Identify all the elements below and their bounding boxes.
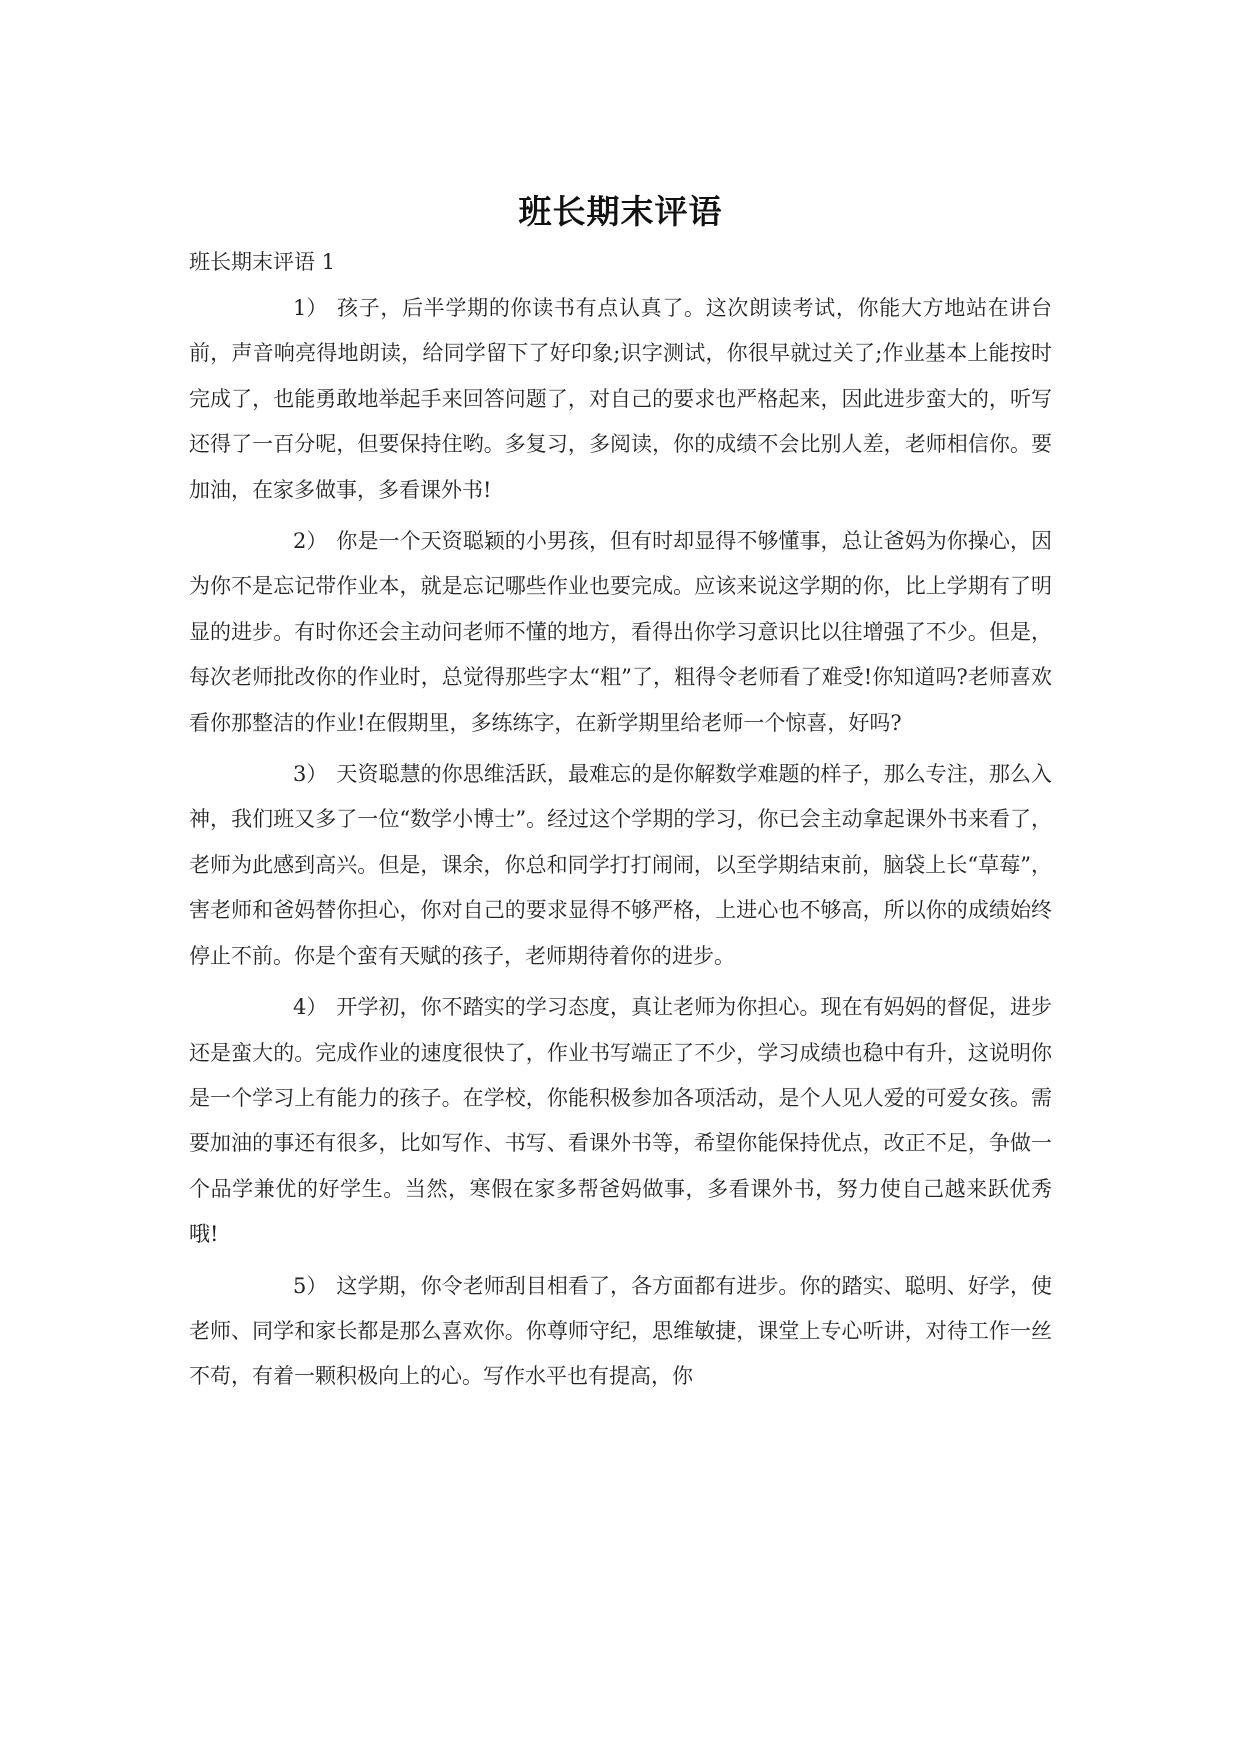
comment-paragraph-5 [189,1264,1052,1400]
paragraph-number: 1） [293,296,328,320]
comment-paragraph-3 [189,752,1052,979]
paragraph-number: 3） [293,762,328,787]
document-content [189,186,1052,1400]
paragraph-text: 这学期，你令老师刮目相看了，各方面都有进步。你的踏实、聪明、好学，使老师、同学和家长都是那么喜欢你。你尊师守纪，思维敏捷，课堂上专心听讲，对待工作一丝不苟，有着一颗积极向上的心。写作水平也有提高，你 [189,1273,1052,1389]
paragraph-number: 2） [293,529,328,554]
comment-paragraph-1 [189,286,1052,513]
comment-paragraph-2 [189,519,1052,746]
paragraph-text: 开学初，你不踏实的学习态度，真让老师为你担心。现在有妈妈的督促，进步还是蛮大的。完成作业的速度很快了，作业书写端正了不少，学习成绩也稳中有升，这说明你是一个学习上有能力的孩子。在学校，你能积极参加各项活动，是个人见人爱的可爱女孩。需要加油的事还有很多，比如写作、书写、看课外书等，希望你能保持优点，改正不足，争做一个品学兼优的好学生。当然，寒假在家多帮爸妈做事，多看课外书，努力使自己越来跃优秀哦! [189,995,1052,1247]
section-heading: 班长期末评语 1 [189,250,336,274]
paragraph-number: 5） [293,1273,328,1298]
paragraph-number: 4） [293,995,328,1020]
paragraph-text: 孩子，后半学期的你读书有点认真了。这次朗读考试，你能大方地站在讲台前，声音响亮得地朗读，给同学留下了好印象;识字测试，你很早就过关了;作业基本上能按时完成了，也能勇敢地举起手来回答问题了，对自己的要求也严格起来，因此进步蛮大的，听写还得了一百分呢，但要保持住哟。多复习，多阅读，你的成绩不会比别人差，老师相信你。要加油，在家多做事，多看课外书! [189,296,1052,502]
comment-paragraph-4 [189,985,1052,1257]
paragraph-text: 天资聪慧的你思维活跃，最难忘的是你解数学难题的样子，那么专注，那么入神，我们班又多了一位“数学小博士”。经过这个学期的学习，你已会主动拿起课外书来看了，老师为此感到高兴。但是，课余，你总和同学打打闹闹，以至学期结束前，脑袋上长“草莓”，害老师和爸妈替你担心，你对自己的要求显得不够严格，上进心也不够高，所以你的成绩始终停止不前。你是个蛮有天赋的孩子，老师期待着你的进步。 [189,762,1052,968]
paragraph-text: 你是一个天资聪颖的小男孩，但有时却显得不够懂事，总让爸妈为你操心，因为你不是忘记带作业本，就是忘记哪些作业也要完成。应该来说这学期的你，比上学期有了明显的进步。有时你还会主动问老师不懂的地方，看得出你学习意识比以往增强了不少。但是，每次老师批改你的作业时，总觉得那些字太“粗”了，粗得令老师看了难受!你知道吗?老师喜欢看你那整洁的作业!在假期里，多练练字，在新学期里给老师一个惊喜，好吗? [189,529,1052,735]
document-title: 班长期末评语 [518,192,723,231]
